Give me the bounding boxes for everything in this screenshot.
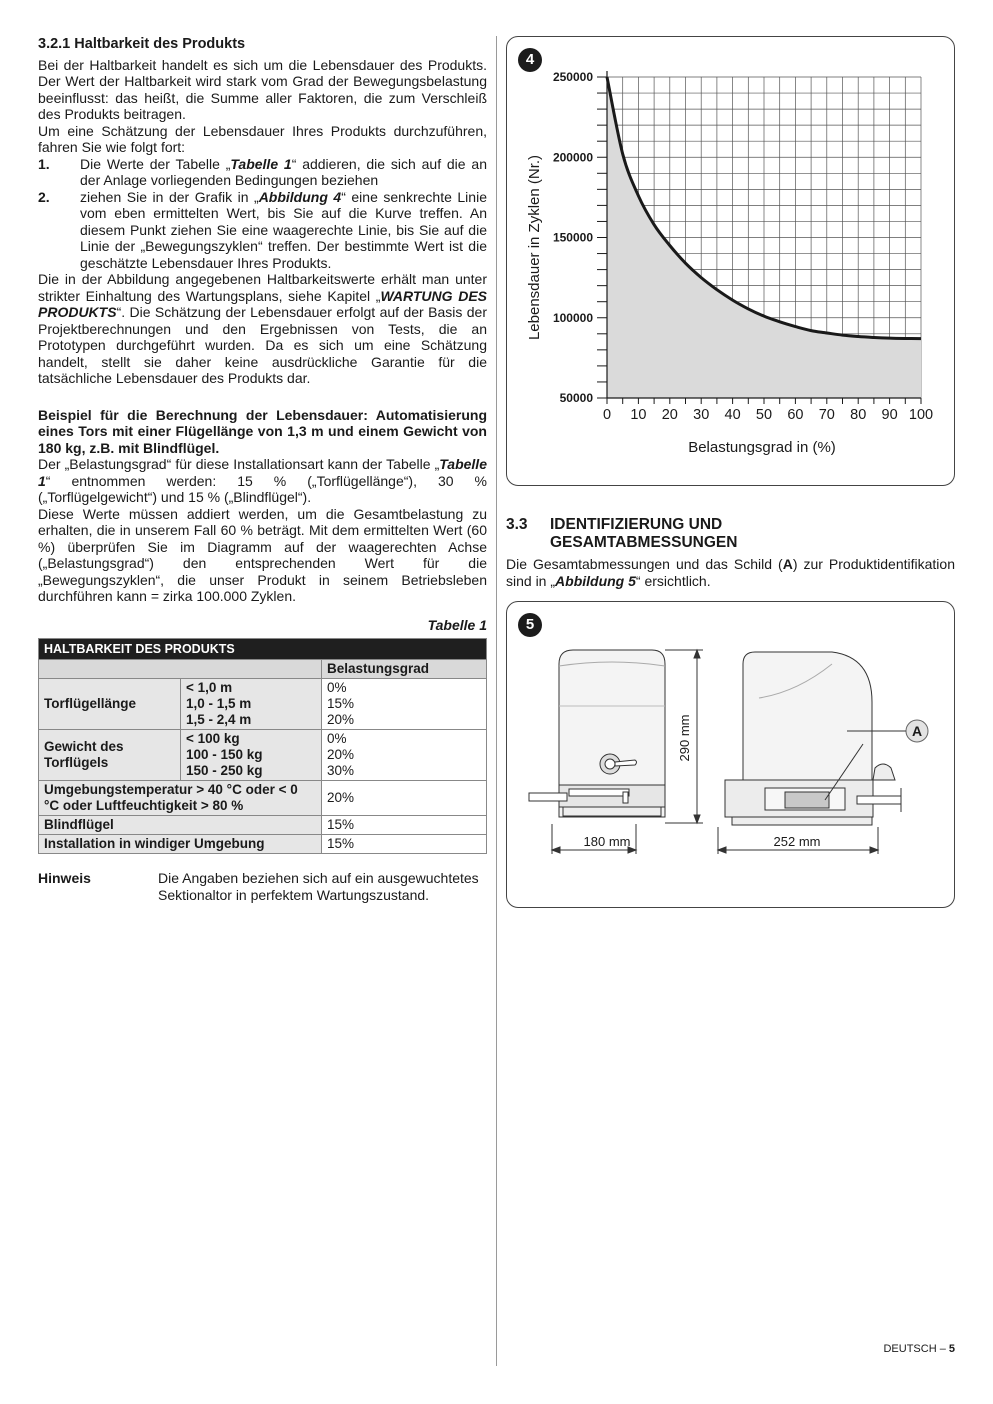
- x-tick-label: 50: [755, 407, 773, 423]
- column-divider: [496, 36, 497, 1366]
- note-text: Die Angaben beziehen sich auf ein ausgewuchtetes Sektionaltor in perfektem Wartungszustand.: [158, 870, 479, 903]
- table-row-label: Installation in windiger Umgebung: [39, 835, 322, 854]
- condition: < 1,0 m: [186, 680, 233, 695]
- table-value: 15%: [322, 835, 487, 854]
- list-item: [38, 189, 487, 272]
- page-number: 5: [948, 1343, 955, 1355]
- paragraph: [38, 456, 487, 506]
- x-tick-label: 90: [881, 407, 898, 423]
- figure-4-box: [506, 36, 955, 486]
- condition: 1,0 - 1,5 m: [186, 696, 252, 711]
- chapter-reference: WARTUNG DES PRODUKTS: [38, 287, 487, 320]
- list-number: 2.: [38, 188, 50, 205]
- value: 30%: [327, 763, 355, 778]
- section-title: 3.2.1 Haltbarkeit des Produkts: [38, 36, 246, 52]
- durability-chart: [507, 37, 954, 483]
- front-view: [529, 650, 665, 817]
- text-span: “ eine senkrechte Linie vom eben ermittelten Wert, bis Sie auf die Kurve treffen. An diesem Punkt ziehen Sie eine waagerechte Linie, bis Sie auf die Linie der „Bewegungszyklen“ treffen. Der bestimmte Wert ist die geschätzte Lebensdauer Ihres Produkts.: [80, 188, 487, 271]
- durability-table: [38, 638, 487, 854]
- y-tick-label: 150000: [552, 230, 593, 245]
- dimensions-drawing: [507, 602, 954, 905]
- table-values: [322, 730, 487, 781]
- steps-list: [38, 156, 487, 272]
- paragraph: Bei der Haltbarkeit handelt es sich um die Lebensdauer des Produkts. Der Wert der Haltbarkeit wird stark vom Grad der Bewegungsbelastung beeinflusst: das heißt, die Summe aller Faktoren, die zum Verschleiß des Produkts beitragen.: [38, 56, 487, 122]
- table-values: [322, 679, 487, 730]
- table-row-label: Umgebungstemperatur > 40 °C oder < 0 °C oder Luftfeuchtigkeit > 80 %: [39, 781, 322, 816]
- x-tick-label: 0: [602, 407, 612, 423]
- x-tick-label: 30: [693, 407, 710, 423]
- right-column: [506, 36, 955, 908]
- condition: < 100 kg: [186, 731, 240, 746]
- list-number: 1.: [38, 155, 50, 172]
- text-span: “ addieren, die sich auf die an der Anlage vorliegenden Bedingungen beziehen: [80, 155, 487, 188]
- side-view: [725, 652, 901, 825]
- x-tick-label: 100: [908, 407, 934, 423]
- value: 15%: [327, 696, 355, 711]
- text-span: Die Gesamtabmessungen und das Schild (: [506, 556, 783, 572]
- text-span: “ entnommen werden: 15 % („Torflügellänge“), 30 % („Torflügelgewicht“) und 15 % („Blindflügel“).: [38, 472, 487, 505]
- figure-5-box: [506, 601, 955, 908]
- paragraph: [38, 271, 487, 387]
- figure-reference: Abbildung 5: [555, 572, 636, 589]
- value: 20%: [327, 747, 355, 762]
- text-span: Die in der Abbildung angegebenen Haltbarkeitswerte erhält man unter strikter Einhaltung des Wartungsplans, siehe Kapitel „: [38, 271, 487, 304]
- table-conditions: [181, 679, 322, 730]
- y-tick-label: 50000: [559, 391, 593, 405]
- x-tick-label: 60: [787, 407, 804, 423]
- x-tick-label: 40: [724, 407, 741, 423]
- list-item: [38, 156, 487, 189]
- value: 0%: [327, 731, 347, 746]
- paragraph: Diese Werte müssen addiert werden, um die Gesamtbelastung zu erhalten, die in unserem Fall 60 % beträgt. Mit dem ermittelten Wert (60 %) überprüfen Sie im Diagramm auf der waagerechten Achse („Belastungsgrad“) den entsprechenden Wert für die „Bewegungszyklen“, die unser Produkt in seinem Betriebsleben durchführen kann = zirka 100.000 Zyklen.: [38, 505, 487, 604]
- figure-number-badge: 4: [518, 48, 542, 72]
- table-row-label: Torflügellänge: [39, 679, 181, 730]
- x-tick-label: 80: [850, 407, 867, 423]
- section-number: 3.3: [506, 516, 528, 533]
- figure-reference: Abbildung 4: [258, 188, 342, 205]
- condition: 100 - 150 kg: [186, 747, 263, 762]
- text-span: Der „Belastungsgrad“ für diese Installationsart kann der Tabelle „: [38, 456, 440, 472]
- value: 20%: [327, 712, 355, 727]
- page-footer: [850, 1343, 955, 1355]
- label-a: A: [911, 723, 923, 739]
- text-span: ) zur Produktidentifikation sind in „: [506, 556, 955, 589]
- condition: 1,5 - 2,4 m: [186, 712, 252, 727]
- condition: 150 - 250 kg: [186, 763, 263, 778]
- table-reference: Tabelle 1: [230, 155, 292, 172]
- value: 0%: [327, 680, 347, 695]
- table-row-label: Blindflügel: [39, 816, 322, 835]
- table-caption: Tabelle 1: [427, 616, 487, 633]
- text-span: ziehen Sie in der Grafik in „: [80, 188, 259, 205]
- text-span: “ ersichtlich.: [635, 572, 711, 589]
- x-axis-label: Belastungsgrad in (%): [688, 439, 836, 456]
- text-span: Die Werte der Tabelle „: [80, 155, 231, 172]
- paragraph: Um eine Schätzung der Lebensdauer Ihres Produkts durchzuführen, fahren Sie wie folgt fort:: [38, 122, 487, 155]
- footer-language: DEUTSCH –: [883, 1343, 949, 1355]
- note-label: Hinweis: [38, 870, 91, 886]
- table-reference: Tabelle 1: [38, 456, 487, 489]
- section-3-3-heading: [506, 516, 955, 552]
- table-value: 15%: [322, 816, 487, 835]
- list-text: [80, 156, 487, 189]
- section-title: IDENTIFIZIERUNG UND: [550, 516, 723, 533]
- x-tick-label: 10: [630, 407, 647, 423]
- y-tick-label: 200000: [552, 150, 593, 165]
- table-row-label: Gewicht des Torflügels: [39, 730, 181, 781]
- section-title: GESAMTABMESSUNGEN: [550, 534, 738, 551]
- width-dimension: 180 mm: [583, 834, 631, 849]
- table-title: HALTBARKEIT DES PRODUKTS: [39, 639, 487, 660]
- table-value: 20%: [322, 781, 487, 816]
- example-heading: Beispiel für die Berechnung der Lebensdauer: Automatisierung eines Tors mit einer Flügellänge von 1,3 m und einem Gewicht von 180 kg, z.B. mit Blindflügel.: [38, 406, 487, 456]
- depth-dimension: 252 mm: [773, 834, 821, 849]
- table-conditions: [181, 730, 322, 781]
- label-a-reference: A: [782, 556, 793, 572]
- x-tick-label: 70: [818, 407, 835, 423]
- figure-number-badge: 5: [518, 613, 542, 637]
- text-span: “. Die Schätzung der Lebensdauer erfolgt auf der Basis der Projektberechnungen und den Ergebnissen von Tests, die an Prototypen durchgeführt wurden. Da es sich um eine Schätzung handelt, stellt sie daher keine ausdrückliche Garantie für die tatsächliche Lebensdauer des Produkts dar.: [38, 304, 487, 386]
- x-tick-label: 20: [661, 407, 678, 423]
- height-dimension: 290 mm: [677, 714, 692, 762]
- y-tick-label: 100000: [552, 310, 593, 325]
- y-tick-label: 250000: [552, 70, 593, 84]
- note: [38, 870, 487, 903]
- paragraph: [506, 556, 955, 589]
- table-subheader-blank: [39, 660, 322, 679]
- table-column-header: Belastungsgrad: [322, 660, 487, 679]
- left-column: [38, 36, 487, 903]
- y-axis-label: Lebensdauer in Zyklen (Nr.): [526, 154, 543, 341]
- list-text: [80, 189, 487, 272]
